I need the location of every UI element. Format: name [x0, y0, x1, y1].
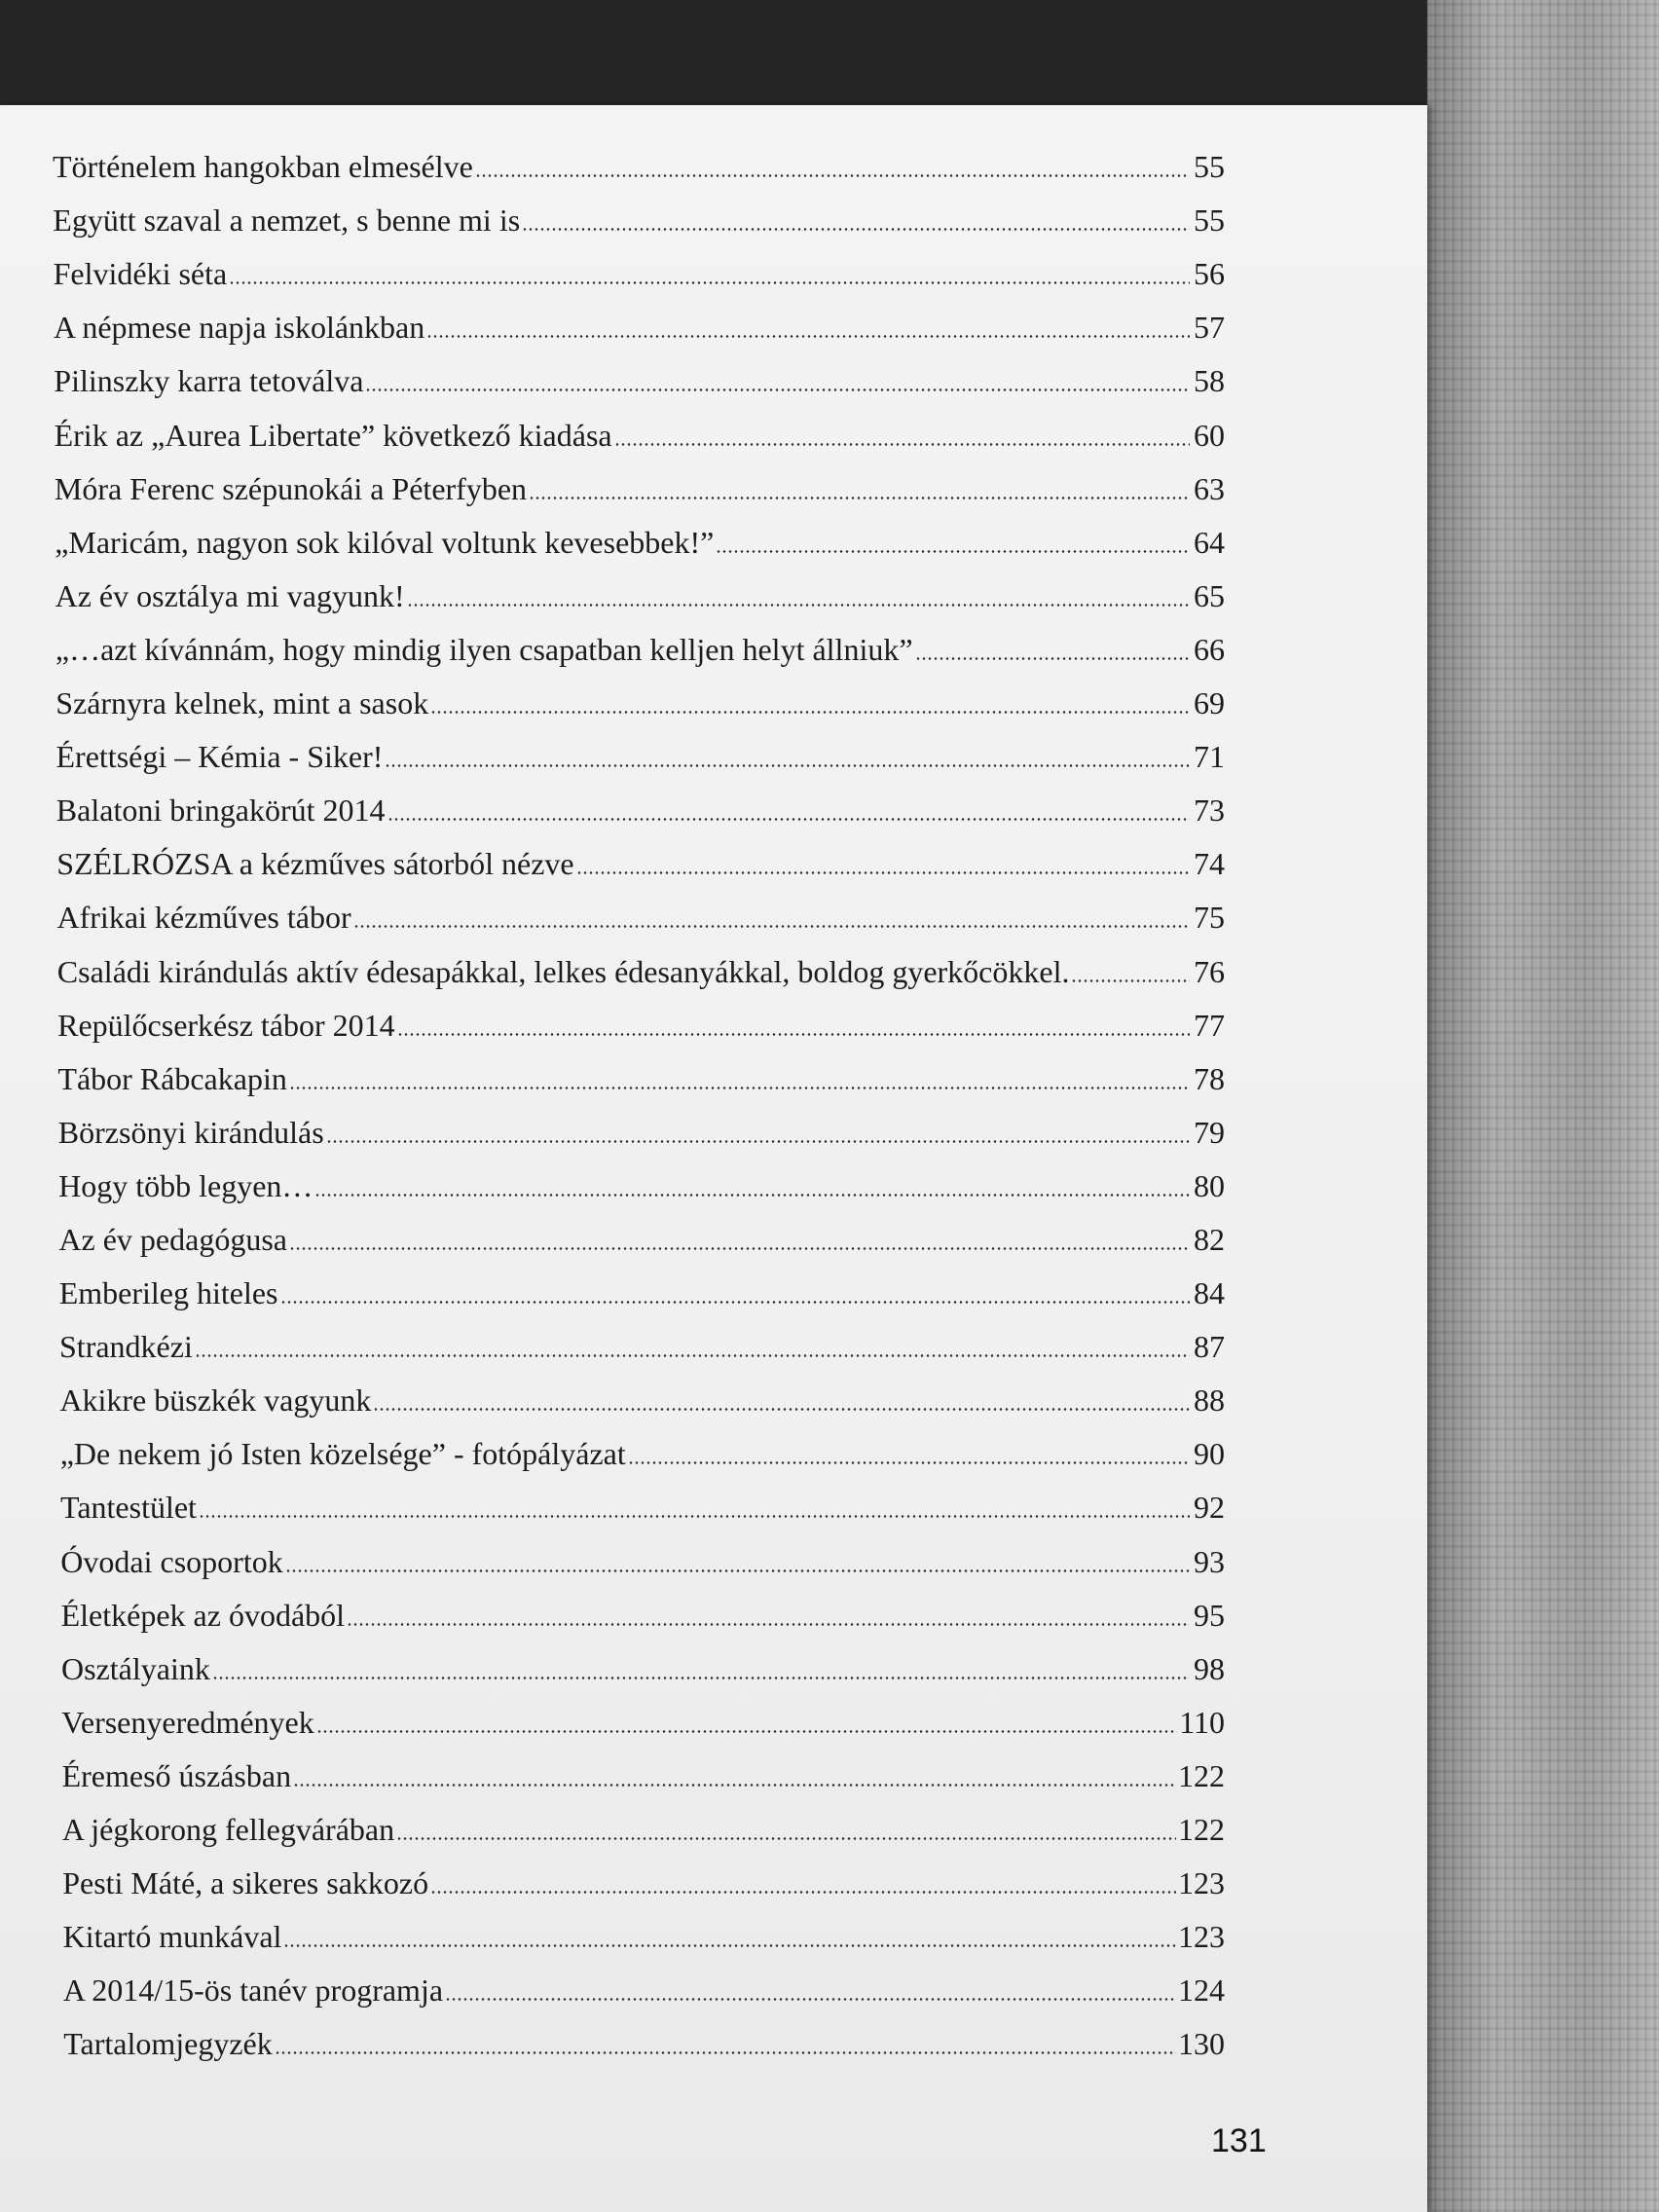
- toc-entry-title: „…azt kívánnám, hogy mindig ilyen csapatban kelljen helyt állniuk”: [55, 631, 913, 667]
- dot-leader: [373, 1408, 1190, 1411]
- toc-entry-page: 74: [1194, 846, 1225, 882]
- toc-entry-page: 98: [1194, 1650, 1225, 1686]
- toc-entry-page: 63: [1194, 470, 1225, 506]
- toc-entry: [55, 459, 1225, 512]
- toc-entry: [60, 1477, 1225, 1530]
- toc-entry-title: Szárnyra kelnek, mint a sasok: [55, 685, 429, 721]
- toc-entry-page: 87: [1194, 1329, 1225, 1365]
- toc-entry: [54, 350, 1225, 404]
- dot-leader: [199, 1515, 1190, 1518]
- toc-entry-page: 60: [1194, 417, 1225, 453]
- toc-entry-page: 77: [1194, 1007, 1225, 1043]
- toc-entry-page: 69: [1194, 685, 1225, 721]
- toc-entry-page: 124: [1178, 1972, 1225, 2009]
- toc-entry: [63, 1906, 1225, 1960]
- toc-entry-title: Tantestület: [60, 1490, 197, 1526]
- toc-entry: [63, 1960, 1225, 2013]
- toc-entry: [56, 780, 1225, 833]
- toc-entry: [62, 1853, 1225, 1906]
- toc-entry-title: Érik az „Aurea Libertate” következő kiadása: [54, 417, 612, 453]
- toc-entry: [58, 1156, 1225, 1209]
- toc-entry-title: Versenyeredmények: [61, 1704, 314, 1740]
- toc-entry-title: A jégkorong fellegvárában: [61, 1812, 395, 1847]
- toc-entry: [59, 1263, 1225, 1316]
- toc-entry-page: 90: [1194, 1436, 1225, 1472]
- toc-entry-title: Börzsönyi kirándulás: [57, 1114, 324, 1150]
- toc-entry-title: Életképek az óvodából: [60, 1597, 346, 1633]
- toc-entry-page: 76: [1194, 953, 1225, 989]
- toc-entry-page: 65: [1194, 577, 1225, 613]
- toc-entry-page: 110: [1179, 1704, 1225, 1740]
- toc-entry-page: 73: [1194, 793, 1225, 829]
- toc-entry: [62, 1746, 1225, 1799]
- toc-entry: [62, 1799, 1225, 1853]
- dot-leader: [522, 228, 1190, 231]
- toc-entry-title: Az év pedagógusa: [58, 1221, 287, 1257]
- toc-entry-title: Az év osztálya mi vagyunk!: [55, 577, 405, 613]
- toc-entry-title: Afrikai kézműves tábor: [56, 900, 351, 936]
- dot-leader: [430, 1891, 1176, 1894]
- dark-top-band: [0, 0, 1427, 109]
- dot-leader: [275, 2051, 1176, 2054]
- toc-entry: [55, 673, 1225, 726]
- toc-entry: [57, 1049, 1225, 1102]
- toc-entry: [53, 136, 1225, 190]
- toc-entry: [56, 833, 1225, 887]
- dot-leader: [385, 764, 1190, 767]
- toc-entry-page: 84: [1194, 1275, 1225, 1311]
- toc-entry-title: Tartalomjegyzék: [63, 2026, 273, 2062]
- toc-entry-title: Éremeső úszásban: [61, 1757, 292, 1793]
- toc-entry: [60, 1423, 1225, 1477]
- toc-entry-title: „Maricám, nagyon sok kilóval voltunk kevesebbek!”: [55, 524, 715, 560]
- toc-entry-title: Történelem hangokban elmesélve: [53, 149, 473, 185]
- toc-entry: [56, 726, 1226, 780]
- toc-entry: [57, 887, 1226, 940]
- toc-entry-page: 122: [1178, 1812, 1225, 1847]
- toc-entry: [57, 940, 1225, 994]
- dot-leader: [475, 174, 1190, 177]
- toc-entry-page: 92: [1194, 1490, 1225, 1526]
- toc-entry: [55, 512, 1225, 566]
- toc-entry-title: „De nekem jó Isten közelsége” - fotópályázat: [59, 1436, 626, 1472]
- dot-leader: [314, 1194, 1190, 1197]
- toc-entry-page: 122: [1178, 1757, 1225, 1793]
- toc-entry: [58, 1102, 1225, 1156]
- dot-leader: [293, 1784, 1176, 1787]
- toc-entry-title: A népmese napja iskolánkban: [54, 310, 425, 346]
- dot-leader: [1071, 979, 1190, 982]
- toc-entry: [60, 1530, 1225, 1584]
- dot-leader: [445, 1998, 1176, 2001]
- toc-entry-page: 66: [1194, 631, 1225, 667]
- toc-entry-title: Balatoni bringakörút 2014: [55, 793, 386, 829]
- dot-leader: [915, 657, 1190, 660]
- toc-entry-page: 93: [1194, 1543, 1225, 1579]
- toc-entry-page: 55: [1194, 203, 1225, 239]
- dot-leader: [347, 1623, 1190, 1626]
- toc-entry-page: 95: [1194, 1597, 1225, 1633]
- page-number: 131: [1211, 2122, 1267, 2159]
- dot-leader: [326, 1140, 1190, 1143]
- toc-entry-page: 64: [1194, 524, 1225, 560]
- toc-entry: [55, 619, 1225, 673]
- dot-leader: [430, 711, 1190, 714]
- dot-leader: [353, 925, 1190, 928]
- toc-entry: [61, 1692, 1225, 1746]
- toc-entry-page: 88: [1194, 1382, 1225, 1419]
- toc-entry-title: Akikre büszkék vagyunk: [59, 1382, 372, 1419]
- toc-entry-title: Felvidéki séta: [53, 256, 228, 292]
- book-page: [0, 105, 1427, 2212]
- dot-leader: [614, 443, 1190, 446]
- toc-entry-page: 123: [1178, 1865, 1225, 1901]
- toc-entry-page: 55: [1194, 149, 1225, 185]
- toc-entry-title: Hogy több legyen…: [58, 1167, 313, 1203]
- toc-entry: [54, 297, 1225, 350]
- dot-leader: [628, 1461, 1190, 1464]
- toc-entry-title: Családi kirándulás aktív édesapákkal, lelkes édesanyákkal, boldog gyerkőcökkel.: [56, 953, 1070, 989]
- toc-entry: [55, 566, 1225, 619]
- toc-entry: [57, 995, 1225, 1049]
- toc-entry-title: Móra Ferenc szépunokái a Péterfyben: [54, 470, 528, 506]
- toc-entry-page: 58: [1194, 363, 1225, 399]
- dot-leader: [716, 550, 1190, 553]
- toc-entry-page: 82: [1194, 1221, 1225, 1257]
- dot-leader: [529, 497, 1190, 499]
- toc-entry-title: Kitartó munkával: [62, 1919, 282, 1955]
- toc-entry-title: Tábor Rábcakapin: [57, 1060, 287, 1096]
- toc-entry-page: 79: [1194, 1114, 1225, 1150]
- toc-entry: [54, 243, 1225, 297]
- toc-entry: [58, 1209, 1225, 1263]
- toc-entry-page: 78: [1194, 1060, 1225, 1096]
- toc-entry-page: 57: [1194, 310, 1225, 346]
- toc-entry-page: 56: [1194, 256, 1225, 292]
- dot-leader: [576, 871, 1190, 874]
- dot-leader: [407, 604, 1190, 607]
- toc-entry-title: Együtt szaval a nemzet, s benne mi is: [53, 203, 521, 239]
- toc-entry-page: 80: [1194, 1167, 1225, 1203]
- toc-entry: [59, 1370, 1225, 1423]
- toc-entry-title: Emberileg hiteles: [58, 1275, 278, 1311]
- dot-leader: [285, 1569, 1190, 1572]
- dot-leader: [229, 281, 1190, 284]
- dot-leader: [316, 1730, 1177, 1733]
- dot-leader: [283, 1944, 1176, 1947]
- toc-entry-title: Óvodai csoportok: [60, 1543, 283, 1579]
- toc-entry-title: Osztályaink: [61, 1650, 210, 1686]
- dot-leader: [289, 1247, 1190, 1250]
- toc-entry-title: Strandkézi: [59, 1329, 193, 1365]
- dot-leader: [396, 1837, 1176, 1840]
- dot-leader: [387, 818, 1190, 821]
- toc-entry: [55, 404, 1225, 458]
- toc-entry-page: 71: [1194, 739, 1225, 775]
- dot-leader: [365, 388, 1190, 391]
- dot-leader: [195, 1354, 1190, 1357]
- toc-entry-page: 75: [1194, 900, 1225, 936]
- dot-leader: [426, 335, 1190, 338]
- toc-entry: [53, 190, 1225, 243]
- table-surface: [1423, 0, 1659, 2212]
- dot-leader: [212, 1677, 1190, 1679]
- toc-entry: [63, 2013, 1225, 2067]
- toc-entry-page: 130: [1178, 2026, 1225, 2062]
- toc-entry-title: Pesti Máté, a sikeres sakkozó: [62, 1865, 429, 1901]
- toc-entry: [59, 1316, 1225, 1370]
- toc-entry: [61, 1585, 1225, 1639]
- toc-entry: [61, 1639, 1225, 1692]
- toc-entry-title: Repülőcserkész tábor 2014: [57, 1007, 395, 1043]
- dot-leader: [289, 1087, 1190, 1089]
- toc-entry-title: A 2014/15-ös tanév programja: [62, 1972, 444, 2009]
- toc-entry-title: SZÉLRÓZSA a kézműves sátorból nézve: [56, 846, 574, 882]
- toc-entry-page: 123: [1178, 1919, 1225, 1955]
- dot-leader: [397, 1033, 1190, 1036]
- toc-entry-title: Pilinszky karra tetoválva: [54, 363, 364, 399]
- toc-entry-title: Érettségi – Kémia - Siker!: [55, 739, 384, 775]
- dot-leader: [280, 1301, 1191, 1304]
- table-of-contents: [53, 136, 1225, 2067]
